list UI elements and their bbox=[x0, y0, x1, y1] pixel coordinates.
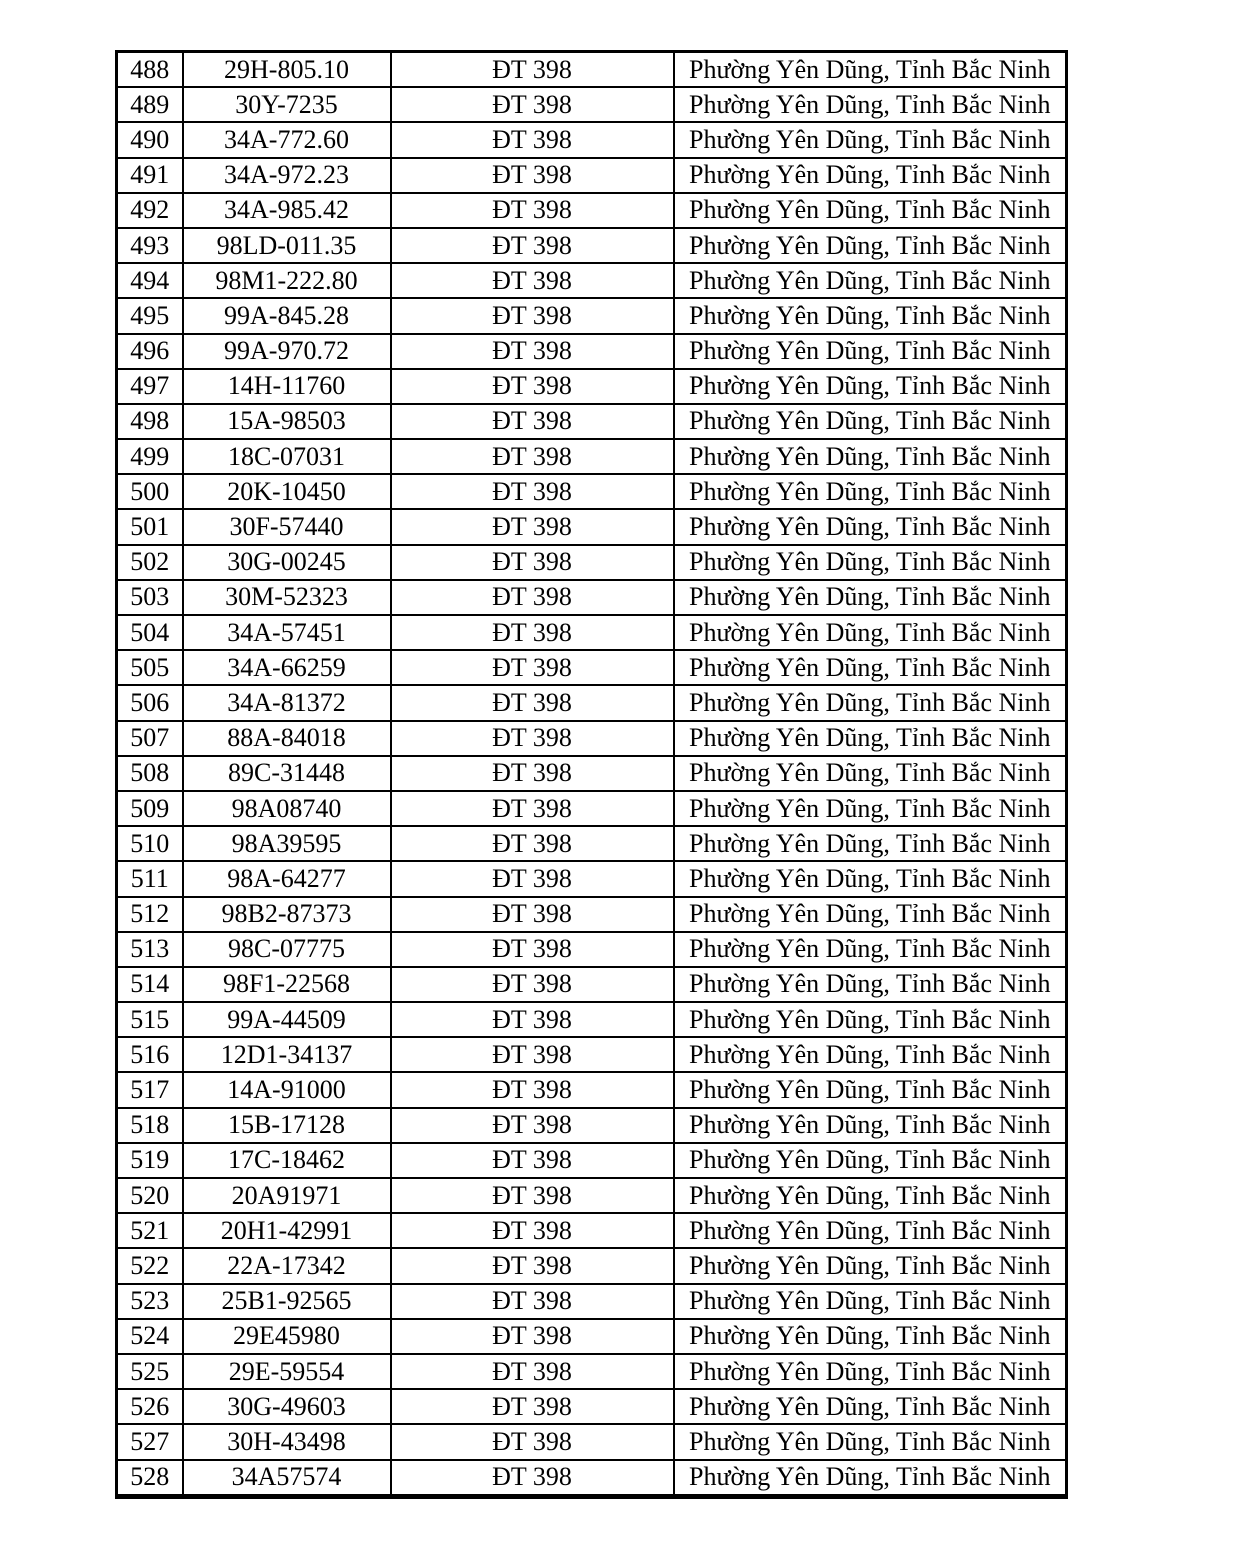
table-row bbox=[117, 193, 1067, 228]
cell-road-name: ĐT 398 bbox=[391, 122, 674, 157]
cell-location: Phường Yên Dũng, Tỉnh Bắc Ninh bbox=[674, 1248, 1067, 1283]
table-row bbox=[117, 334, 1067, 369]
cell-license-plate: 30M-52323 bbox=[183, 580, 391, 615]
cell-row-number: 527 bbox=[117, 1424, 183, 1459]
cell-row-number: 525 bbox=[117, 1354, 183, 1389]
cell-road-name: ĐT 398 bbox=[391, 650, 674, 685]
cell-row-number: 519 bbox=[117, 1143, 183, 1178]
cell-location: Phường Yên Dũng, Tỉnh Bắc Ninh bbox=[674, 1002, 1067, 1037]
cell-row-number: 521 bbox=[117, 1213, 183, 1248]
table-row bbox=[117, 1460, 1067, 1497]
cell-location: Phường Yên Dũng, Tỉnh Bắc Ninh bbox=[674, 791, 1067, 826]
cell-license-plate: 98A-64277 bbox=[183, 861, 391, 896]
table-row bbox=[117, 369, 1067, 404]
cell-license-plate: 34A-57451 bbox=[183, 615, 391, 650]
table-row bbox=[117, 685, 1067, 720]
cell-row-number: 492 bbox=[117, 193, 183, 228]
cell-row-number: 490 bbox=[117, 122, 183, 157]
cell-location: Phường Yên Dũng, Tỉnh Bắc Ninh bbox=[674, 685, 1067, 720]
cell-road-name: ĐT 398 bbox=[391, 334, 674, 369]
cell-location: Phường Yên Dũng, Tỉnh Bắc Ninh bbox=[674, 615, 1067, 650]
cell-license-plate: 30F-57440 bbox=[183, 509, 391, 544]
cell-road-name: ĐT 398 bbox=[391, 439, 674, 474]
cell-location: Phường Yên Dũng, Tỉnh Bắc Ninh bbox=[674, 1213, 1067, 1248]
cell-row-number: 491 bbox=[117, 158, 183, 193]
cell-license-plate: 18C-07031 bbox=[183, 439, 391, 474]
cell-row-number: 503 bbox=[117, 580, 183, 615]
table-row bbox=[117, 615, 1067, 650]
table-row bbox=[117, 545, 1067, 580]
cell-license-plate: 99A-44509 bbox=[183, 1002, 391, 1037]
cell-location: Phường Yên Dũng, Tỉnh Bắc Ninh bbox=[674, 756, 1067, 791]
cell-road-name: ĐT 398 bbox=[391, 615, 674, 650]
cell-road-name: ĐT 398 bbox=[391, 52, 674, 88]
cell-location: Phường Yên Dũng, Tỉnh Bắc Ninh bbox=[674, 509, 1067, 544]
table-row bbox=[117, 897, 1067, 932]
cell-license-plate: 15A-98503 bbox=[183, 404, 391, 439]
cell-road-name: ĐT 398 bbox=[391, 298, 674, 333]
cell-license-plate: 34A-772.60 bbox=[183, 122, 391, 157]
cell-road-name: ĐT 398 bbox=[391, 1284, 674, 1319]
cell-road-name: ĐT 398 bbox=[391, 1389, 674, 1424]
cell-row-number: 509 bbox=[117, 791, 183, 826]
cell-location: Phường Yên Dũng, Tỉnh Bắc Ninh bbox=[674, 1424, 1067, 1459]
table-row bbox=[117, 1248, 1067, 1283]
cell-license-plate: 98B2-87373 bbox=[183, 897, 391, 932]
cell-row-number: 507 bbox=[117, 721, 183, 756]
cell-location: Phường Yên Dũng, Tỉnh Bắc Ninh bbox=[674, 580, 1067, 615]
cell-license-plate: 30H-43498 bbox=[183, 1424, 391, 1459]
table-row bbox=[117, 650, 1067, 685]
table-row bbox=[117, 1072, 1067, 1107]
cell-location: Phường Yên Dũng, Tỉnh Bắc Ninh bbox=[674, 826, 1067, 861]
cell-license-plate: 98F1-22568 bbox=[183, 967, 391, 1002]
cell-license-plate: 20K-10450 bbox=[183, 474, 391, 509]
table-row bbox=[117, 509, 1067, 544]
table-row bbox=[117, 474, 1067, 509]
cell-road-name: ĐT 398 bbox=[391, 1213, 674, 1248]
table-row bbox=[117, 721, 1067, 756]
cell-road-name: ĐT 398 bbox=[391, 404, 674, 439]
cell-location: Phường Yên Dũng, Tỉnh Bắc Ninh bbox=[674, 932, 1067, 967]
cell-row-number: 516 bbox=[117, 1037, 183, 1072]
cell-row-number: 526 bbox=[117, 1389, 183, 1424]
table-row bbox=[117, 1108, 1067, 1143]
cell-road-name: ĐT 398 bbox=[391, 967, 674, 1002]
table-row bbox=[117, 439, 1067, 474]
table-row bbox=[117, 158, 1067, 193]
cell-license-plate: 30Y-7235 bbox=[183, 87, 391, 122]
cell-location: Phường Yên Dũng, Tỉnh Bắc Ninh bbox=[674, 193, 1067, 228]
cell-row-number: 498 bbox=[117, 404, 183, 439]
cell-license-plate: 14H-11760 bbox=[183, 369, 391, 404]
table-row bbox=[117, 404, 1067, 439]
cell-location: Phường Yên Dũng, Tỉnh Bắc Ninh bbox=[674, 1354, 1067, 1389]
cell-license-plate: 20H1-42991 bbox=[183, 1213, 391, 1248]
cell-location: Phường Yên Dũng, Tỉnh Bắc Ninh bbox=[674, 122, 1067, 157]
table-row bbox=[117, 298, 1067, 333]
cell-license-plate: 12D1-34137 bbox=[183, 1037, 391, 1072]
cell-license-plate: 88A-84018 bbox=[183, 721, 391, 756]
cell-license-plate: 20A91971 bbox=[183, 1178, 391, 1213]
table-row bbox=[117, 228, 1067, 263]
cell-row-number: 504 bbox=[117, 615, 183, 650]
cell-row-number: 511 bbox=[117, 861, 183, 896]
table-row bbox=[117, 1037, 1067, 1072]
cell-license-plate: 29E45980 bbox=[183, 1319, 391, 1354]
cell-road-name: ĐT 398 bbox=[391, 791, 674, 826]
cell-location: Phường Yên Dũng, Tỉnh Bắc Ninh bbox=[674, 1284, 1067, 1319]
cell-license-plate: 98A39595 bbox=[183, 826, 391, 861]
cell-road-name: ĐT 398 bbox=[391, 897, 674, 932]
table-row bbox=[117, 1002, 1067, 1037]
vehicle-plate-table bbox=[115, 50, 1068, 1499]
cell-row-number: 501 bbox=[117, 509, 183, 544]
cell-location: Phường Yên Dũng, Tỉnh Bắc Ninh bbox=[674, 52, 1067, 88]
table-row bbox=[117, 580, 1067, 615]
table-row bbox=[117, 52, 1067, 88]
cell-row-number: 512 bbox=[117, 897, 183, 932]
cell-location: Phường Yên Dũng, Tỉnh Bắc Ninh bbox=[674, 1460, 1067, 1497]
cell-location: Phường Yên Dũng, Tỉnh Bắc Ninh bbox=[674, 158, 1067, 193]
cell-license-plate: 29E-59554 bbox=[183, 1354, 391, 1389]
cell-row-number: 524 bbox=[117, 1319, 183, 1354]
cell-row-number: 508 bbox=[117, 756, 183, 791]
cell-road-name: ĐT 398 bbox=[391, 1460, 674, 1497]
cell-row-number: 495 bbox=[117, 298, 183, 333]
table-row bbox=[117, 1319, 1067, 1354]
cell-row-number: 489 bbox=[117, 87, 183, 122]
table-body bbox=[117, 52, 1067, 1497]
cell-road-name: ĐT 398 bbox=[391, 756, 674, 791]
cell-license-plate: 34A-985.42 bbox=[183, 193, 391, 228]
cell-location: Phường Yên Dũng, Tỉnh Bắc Ninh bbox=[674, 439, 1067, 474]
cell-license-plate: 34A-972.23 bbox=[183, 158, 391, 193]
table-row bbox=[117, 932, 1067, 967]
cell-location: Phường Yên Dũng, Tỉnh Bắc Ninh bbox=[674, 1143, 1067, 1178]
cell-license-plate: 15B-17128 bbox=[183, 1108, 391, 1143]
cell-location: Phường Yên Dũng, Tỉnh Bắc Ninh bbox=[674, 1072, 1067, 1107]
cell-row-number: 513 bbox=[117, 932, 183, 967]
cell-road-name: ĐT 398 bbox=[391, 228, 674, 263]
cell-location: Phường Yên Dũng, Tỉnh Bắc Ninh bbox=[674, 334, 1067, 369]
cell-road-name: ĐT 398 bbox=[391, 1037, 674, 1072]
cell-license-plate: 22A-17342 bbox=[183, 1248, 391, 1283]
cell-road-name: ĐT 398 bbox=[391, 1108, 674, 1143]
cell-road-name: ĐT 398 bbox=[391, 193, 674, 228]
table-row bbox=[117, 861, 1067, 896]
cell-location: Phường Yên Dũng, Tỉnh Bắc Ninh bbox=[674, 474, 1067, 509]
cell-license-plate: 14A-91000 bbox=[183, 1072, 391, 1107]
cell-row-number: 528 bbox=[117, 1460, 183, 1497]
cell-location: Phường Yên Dũng, Tỉnh Bắc Ninh bbox=[674, 721, 1067, 756]
cell-road-name: ĐT 398 bbox=[391, 509, 674, 544]
cell-row-number: 515 bbox=[117, 1002, 183, 1037]
cell-road-name: ĐT 398 bbox=[391, 1319, 674, 1354]
table-row bbox=[117, 1213, 1067, 1248]
cell-license-plate: 30G-00245 bbox=[183, 545, 391, 580]
cell-road-name: ĐT 398 bbox=[391, 369, 674, 404]
cell-location: Phường Yên Dũng, Tỉnh Bắc Ninh bbox=[674, 87, 1067, 122]
cell-location: Phường Yên Dũng, Tỉnh Bắc Ninh bbox=[674, 369, 1067, 404]
cell-location: Phường Yên Dũng, Tỉnh Bắc Ninh bbox=[674, 404, 1067, 439]
cell-license-plate: 98M1-222.80 bbox=[183, 263, 391, 298]
table-row bbox=[117, 122, 1067, 157]
cell-road-name: ĐT 398 bbox=[391, 580, 674, 615]
cell-row-number: 494 bbox=[117, 263, 183, 298]
cell-location: Phường Yên Dũng, Tỉnh Bắc Ninh bbox=[674, 545, 1067, 580]
cell-license-plate: 25B1-92565 bbox=[183, 1284, 391, 1319]
cell-road-name: ĐT 398 bbox=[391, 474, 674, 509]
table-row bbox=[117, 1178, 1067, 1213]
cell-row-number: 497 bbox=[117, 369, 183, 404]
cell-row-number: 523 bbox=[117, 1284, 183, 1319]
cell-location: Phường Yên Dũng, Tỉnh Bắc Ninh bbox=[674, 1319, 1067, 1354]
cell-row-number: 500 bbox=[117, 474, 183, 509]
cell-road-name: ĐT 398 bbox=[391, 1002, 674, 1037]
cell-road-name: ĐT 398 bbox=[391, 685, 674, 720]
cell-location: Phường Yên Dũng, Tỉnh Bắc Ninh bbox=[674, 1389, 1067, 1424]
table-row bbox=[117, 967, 1067, 1002]
cell-location: Phường Yên Dũng, Tỉnh Bắc Ninh bbox=[674, 650, 1067, 685]
cell-location: Phường Yên Dũng, Tỉnh Bắc Ninh bbox=[674, 967, 1067, 1002]
cell-road-name: ĐT 398 bbox=[391, 545, 674, 580]
cell-row-number: 499 bbox=[117, 439, 183, 474]
cell-row-number: 517 bbox=[117, 1072, 183, 1107]
cell-license-plate: 98A08740 bbox=[183, 791, 391, 826]
cell-location: Phường Yên Dũng, Tỉnh Bắc Ninh bbox=[674, 298, 1067, 333]
cell-license-plate: 98C-07775 bbox=[183, 932, 391, 967]
cell-row-number: 514 bbox=[117, 967, 183, 1002]
cell-road-name: ĐT 398 bbox=[391, 861, 674, 896]
cell-location: Phường Yên Dũng, Tỉnh Bắc Ninh bbox=[674, 1178, 1067, 1213]
cell-license-plate: 17C-18462 bbox=[183, 1143, 391, 1178]
table-row bbox=[117, 1284, 1067, 1319]
cell-license-plate: 99A-845.28 bbox=[183, 298, 391, 333]
cell-row-number: 510 bbox=[117, 826, 183, 861]
cell-row-number: 518 bbox=[117, 1108, 183, 1143]
table-row bbox=[117, 263, 1067, 298]
table-row bbox=[117, 87, 1067, 122]
cell-location: Phường Yên Dũng, Tỉnh Bắc Ninh bbox=[674, 228, 1067, 263]
cell-road-name: ĐT 398 bbox=[391, 721, 674, 756]
cell-road-name: ĐT 398 bbox=[391, 87, 674, 122]
cell-road-name: ĐT 398 bbox=[391, 1354, 674, 1389]
cell-row-number: 505 bbox=[117, 650, 183, 685]
cell-row-number: 496 bbox=[117, 334, 183, 369]
cell-road-name: ĐT 398 bbox=[391, 1248, 674, 1283]
cell-license-plate: 34A-66259 bbox=[183, 650, 391, 685]
cell-location: Phường Yên Dũng, Tỉnh Bắc Ninh bbox=[674, 1108, 1067, 1143]
cell-row-number: 493 bbox=[117, 228, 183, 263]
cell-license-plate: 89C-31448 bbox=[183, 756, 391, 791]
cell-row-number: 520 bbox=[117, 1178, 183, 1213]
table-row bbox=[117, 826, 1067, 861]
cell-row-number: 502 bbox=[117, 545, 183, 580]
cell-row-number: 488 bbox=[117, 52, 183, 88]
cell-license-plate: 30G-49603 bbox=[183, 1389, 391, 1424]
table-row bbox=[117, 791, 1067, 826]
table-row bbox=[117, 756, 1067, 791]
cell-road-name: ĐT 398 bbox=[391, 1424, 674, 1459]
table-row bbox=[117, 1389, 1067, 1424]
cell-license-plate: 34A57574 bbox=[183, 1460, 391, 1497]
cell-row-number: 522 bbox=[117, 1248, 183, 1283]
cell-license-plate: 98LD-011.35 bbox=[183, 228, 391, 263]
cell-road-name: ĐT 398 bbox=[391, 158, 674, 193]
cell-license-plate: 29H-805.10 bbox=[183, 52, 391, 88]
cell-road-name: ĐT 398 bbox=[391, 826, 674, 861]
cell-license-plate: 99A-970.72 bbox=[183, 334, 391, 369]
cell-row-number: 506 bbox=[117, 685, 183, 720]
cell-road-name: ĐT 398 bbox=[391, 932, 674, 967]
cell-road-name: ĐT 398 bbox=[391, 1178, 674, 1213]
cell-location: Phường Yên Dũng, Tỉnh Bắc Ninh bbox=[674, 1037, 1067, 1072]
cell-road-name: ĐT 398 bbox=[391, 263, 674, 298]
cell-road-name: ĐT 398 bbox=[391, 1143, 674, 1178]
cell-location: Phường Yên Dũng, Tỉnh Bắc Ninh bbox=[674, 897, 1067, 932]
cell-road-name: ĐT 398 bbox=[391, 1072, 674, 1107]
table-row bbox=[117, 1354, 1067, 1389]
table-row bbox=[117, 1143, 1067, 1178]
cell-location: Phường Yên Dũng, Tỉnh Bắc Ninh bbox=[674, 861, 1067, 896]
cell-location: Phường Yên Dũng, Tỉnh Bắc Ninh bbox=[674, 263, 1067, 298]
cell-license-plate: 34A-81372 bbox=[183, 685, 391, 720]
table-row bbox=[117, 1424, 1067, 1459]
